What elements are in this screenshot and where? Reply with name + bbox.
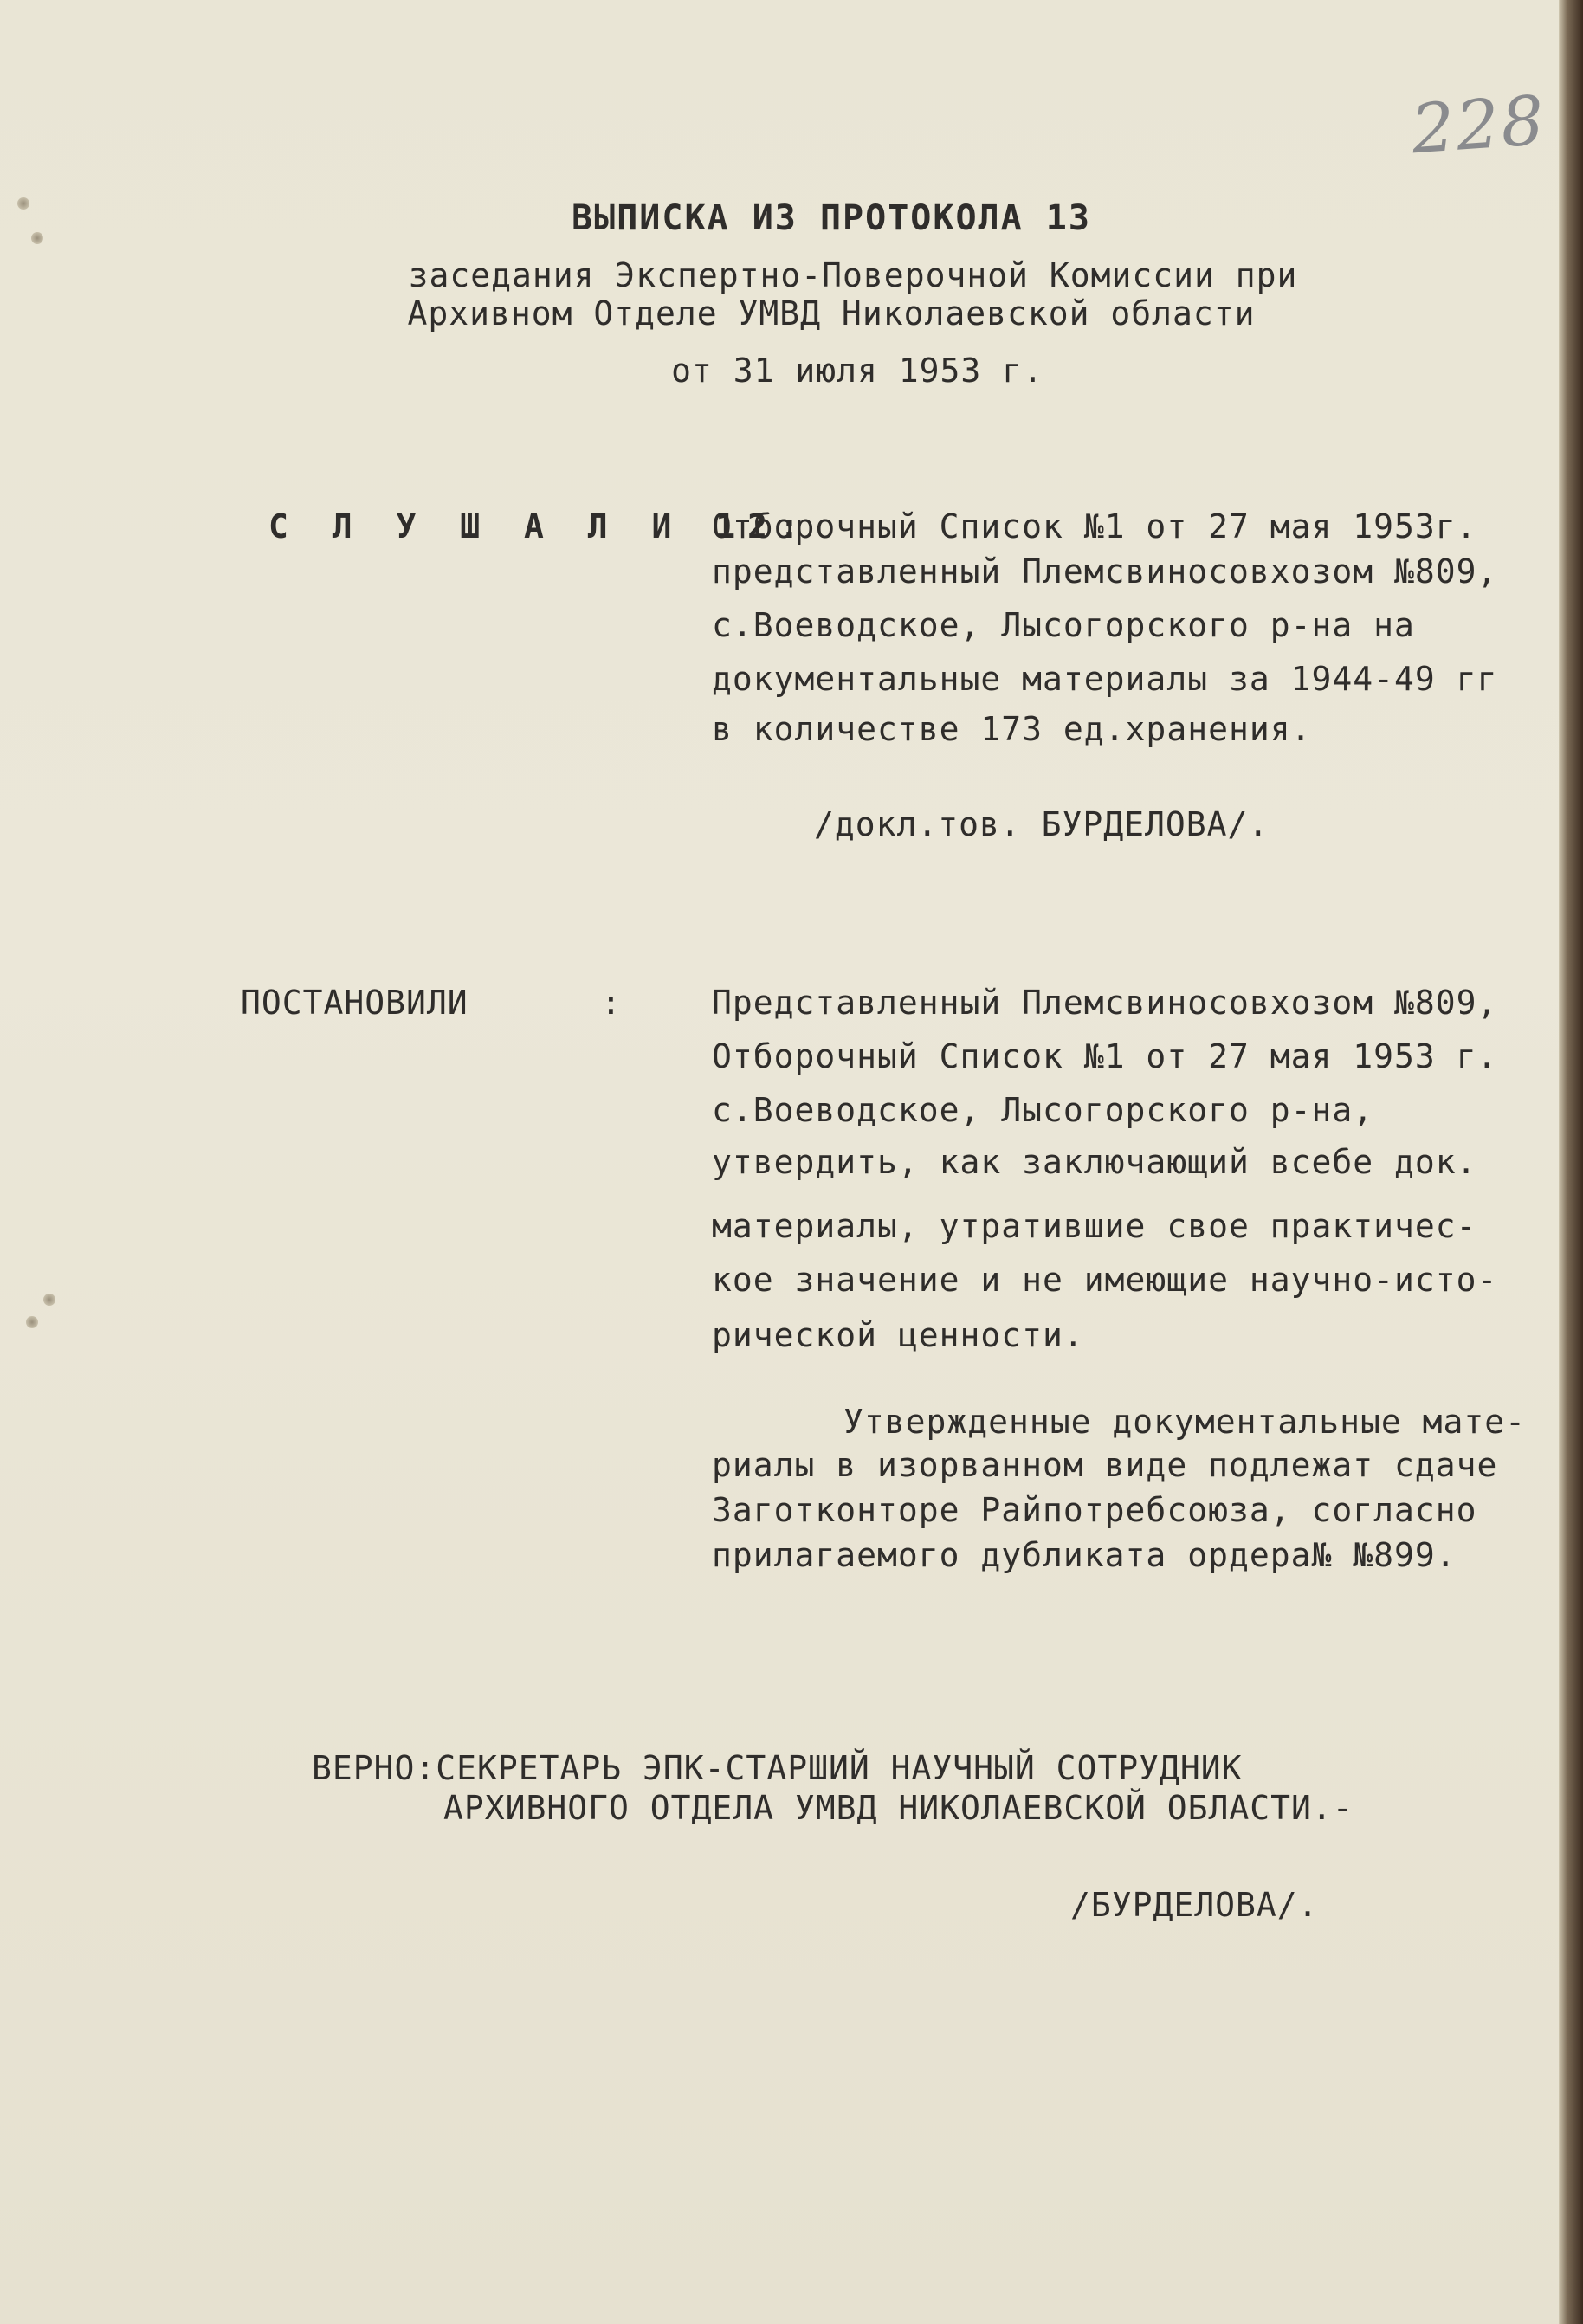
punch-hole xyxy=(31,232,43,244)
decided-label: ПОСТАНОВИЛИ xyxy=(241,984,468,1022)
certification-line2: АРХИВНОГО ОТДЕЛА УМВД НИКОЛАЕВСКОЙ ОБЛАСТИ.- xyxy=(443,1789,1354,1827)
punch-hole xyxy=(17,197,29,210)
decided-line: с.Воеводское, Лысогорского р-на, xyxy=(712,1091,1374,1129)
heard-line: с.Воеводское, Лысогорского р-на на xyxy=(712,606,1415,644)
document-title: ВЫПИСКА ИЗ ПРОТОКОЛА 13 xyxy=(572,198,1091,238)
decided-paragraph2-line: риалы в изорванном виде подлежат сдаче xyxy=(712,1446,1498,1484)
heard-label: С Л У Ш А Л И 12: xyxy=(268,507,811,545)
decided-line: Представленный Племсвиносовхозом №809, xyxy=(712,984,1498,1022)
heard-reporter: /докл.тов. БУРДЕЛОВА/. xyxy=(814,805,1270,843)
decided-line: кое значение и не имеющие научно-исто- xyxy=(712,1261,1498,1299)
punch-hole xyxy=(43,1294,55,1306)
decided-colon: : xyxy=(601,984,622,1022)
decided-line: Отборочный Список №1 от 27 мая 1953 г. xyxy=(712,1037,1498,1075)
document-subtitle-line1: заседания Экспертно-Поверочной Комиссии при xyxy=(408,256,1298,294)
heard-line: в количестве 173 ед.хранения. xyxy=(712,710,1312,748)
decided-line: рической ценности. xyxy=(712,1316,1084,1354)
document-subtitle-line2: Архивном Отделе УМВД Николаевской области xyxy=(407,294,1256,332)
decided-paragraph2-line: прилагаемого дубликата ордера№ №899. xyxy=(712,1536,1457,1574)
document-date: от 31 июля 1953 г. xyxy=(671,352,1043,390)
decided-paragraph2-line: Заготконторе Райпотребсоюза, согласно xyxy=(712,1491,1477,1529)
decided-line: материалы, утратившие свое практичес- xyxy=(712,1207,1477,1245)
scan-edge xyxy=(1559,0,1583,2324)
heard-line: представленный Племсвиносовхозом №809, xyxy=(712,552,1498,591)
punch-hole xyxy=(26,1316,38,1328)
decided-line: утвердить, как заключающий всебе док. xyxy=(712,1143,1477,1181)
heard-line: Отборочный Список №1 от 27 мая 1953г. xyxy=(712,507,1477,545)
decided-paragraph2-line: Утвержденные документальные мате- xyxy=(843,1403,1526,1441)
certification-line1: ВЕРНО:СЕКРЕТАРЬ ЭПК-СТАРШИЙ НАУЧНЫЙ СОТРУДНИК xyxy=(312,1749,1243,1787)
handwritten-page-number: 228 xyxy=(1409,81,1548,170)
heard-line: документальные материалы за 1944-49 гг xyxy=(712,660,1498,698)
certification-signature: /БУРДЕЛОВА/. xyxy=(1070,1886,1319,1924)
